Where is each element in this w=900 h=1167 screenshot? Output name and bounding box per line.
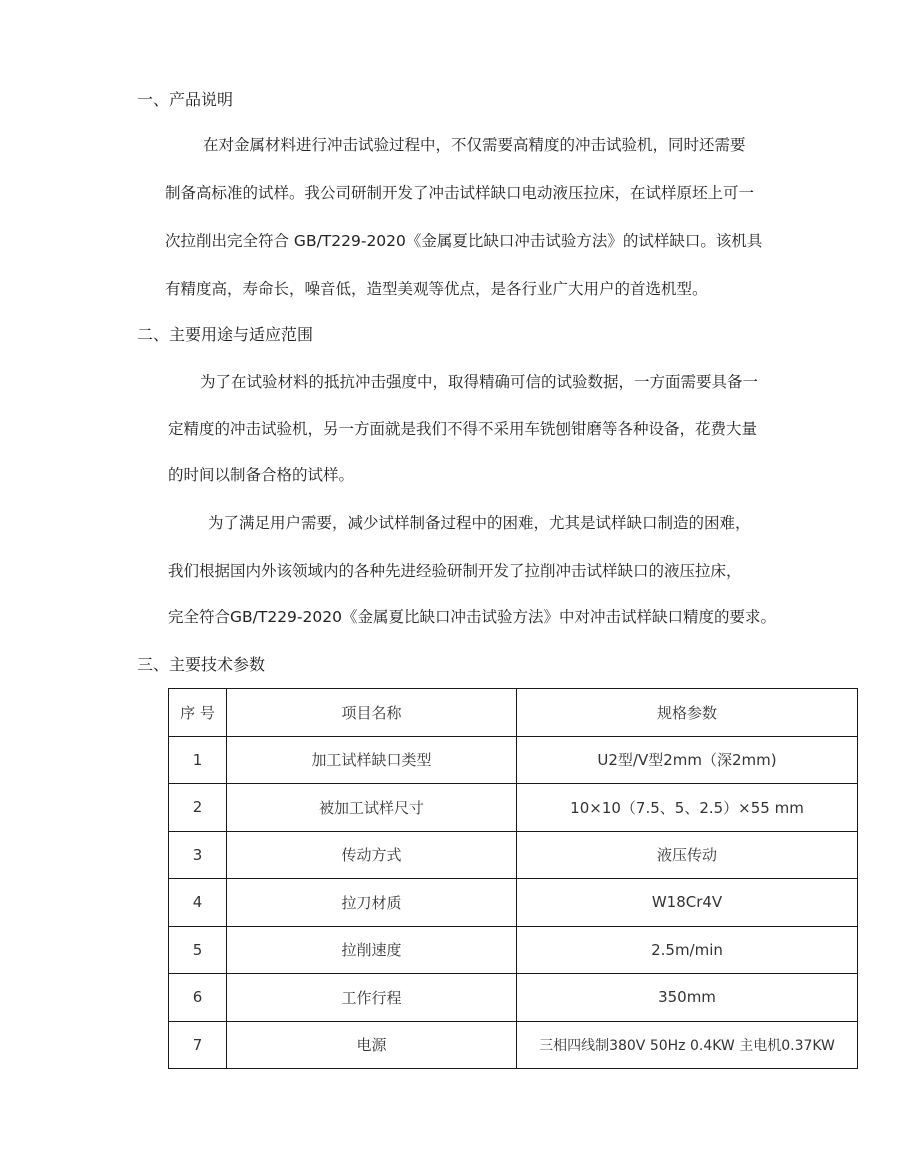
- row-index: 6: [169, 974, 227, 1022]
- section-2-title: 二、主要用途与适应范围: [137, 325, 314, 344]
- row-item-name: 拉刀材质: [227, 879, 517, 927]
- table-row: [169, 879, 858, 927]
- table-header-row: [169, 689, 858, 737]
- row-index: 7: [169, 1021, 227, 1069]
- row-index: 5: [169, 926, 227, 974]
- table-row: [169, 974, 858, 1022]
- paragraph-line: 有精度高，寿命长，噪音低，造型美观等优点，是各行业广大用户的首选机型。: [165, 280, 708, 298]
- row-spec: U2型/V型2mm（深2mm): [517, 736, 858, 784]
- row-item-name: 被加工试样尺寸: [227, 784, 517, 832]
- spec-table: [168, 688, 858, 1069]
- table-row: [169, 926, 858, 974]
- paragraph-line: 为了在试验材料的抵抗冲击强度中，取得精确可信的试验数据，一方面需要具备一: [200, 373, 759, 391]
- row-item-name: 加工试样缺口类型: [227, 736, 517, 784]
- row-index: 3: [169, 831, 227, 879]
- paragraph-line: 次拉削出完全符合 GB/T229-2020《金属夏比缺口冲击试验方法》的试样缺口。该机具: [165, 232, 763, 250]
- row-item-name: 工作行程: [227, 974, 517, 1022]
- row-item-name: 电源: [227, 1021, 517, 1069]
- row-index: 1: [169, 736, 227, 784]
- row-spec: 液压传动: [517, 831, 858, 879]
- paragraph-line: 定精度的冲击试验机，另一方面就是我们不得不采用车铣刨钳磨等各种设备，花费大量: [168, 420, 758, 438]
- row-index: 2: [169, 784, 227, 832]
- paragraph-line: 完全符合GB/T229-2020《金属夏比缺口冲击试验方法》中对冲击试样缺口精度的要求。: [168, 608, 776, 626]
- paragraph-line: 在对金属材料进行冲击试验过程中，不仅需要高精度的冲击试验机，同时还需要: [203, 136, 746, 154]
- row-item-name: 传动方式: [227, 831, 517, 879]
- row-spec: W18Cr4V: [517, 879, 858, 927]
- row-spec: 三相四线制380V 50Hz 0.4KW 主电机0.37KW: [517, 1021, 858, 1069]
- header-spec: 规格参数: [517, 689, 858, 737]
- header-index: 序 号: [169, 689, 227, 737]
- row-spec: 10×10（7.5、5、2.5）×55 mm: [517, 784, 858, 832]
- paragraph-line: 为了满足用户需要，减少试样制备过程中的困难，尤其是试样缺口制造的困难，: [208, 514, 751, 532]
- table-row: [169, 784, 858, 832]
- section-1-title: 一、产品说明: [137, 90, 234, 109]
- paragraph-line: 我们根据国内外该领域内的各种先进经验研制开发了拉削冲击试样缺口的液压拉床，: [168, 562, 742, 580]
- table-row: [169, 1021, 858, 1069]
- row-spec: 350mm: [517, 974, 858, 1022]
- paragraph-line: 的时间以制备合格的试样。: [168, 466, 355, 484]
- paragraph-line: 制备高标准的试样。我公司研制开发了冲击试样缺口电动液压拉床，在试样原坯上可一: [165, 184, 755, 202]
- header-item-name: 项目名称: [227, 689, 517, 737]
- row-spec: 2.5m/min: [517, 926, 858, 974]
- table-row: [169, 736, 858, 784]
- row-item-name: 拉削速度: [227, 926, 517, 974]
- row-index: 4: [169, 879, 227, 927]
- table-row: [169, 831, 858, 879]
- section-3-title: 三、主要技术参数: [137, 655, 266, 674]
